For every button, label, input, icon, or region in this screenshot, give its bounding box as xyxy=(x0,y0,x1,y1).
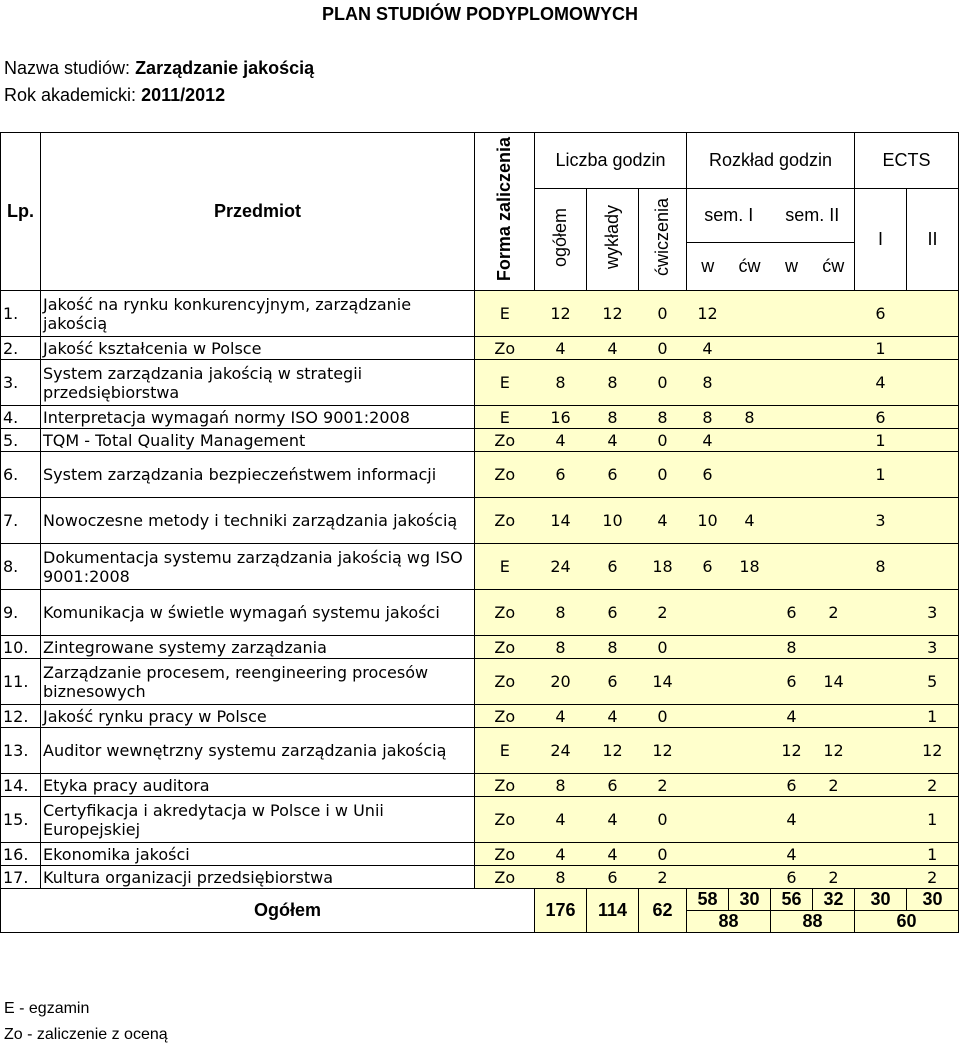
row-sem1-cw: 18 xyxy=(729,544,771,590)
header-sem1: sem. I xyxy=(687,189,771,243)
row-ects-1 xyxy=(855,705,907,728)
program-value: Zarządzanie jakością xyxy=(135,58,315,78)
row-sem2-cw xyxy=(813,360,855,406)
row-form: E xyxy=(475,360,535,406)
academic-year-value: 2011/2012 xyxy=(141,85,226,105)
row-sem2-w: 6 xyxy=(771,866,813,889)
row-lp: 6. xyxy=(1,452,41,498)
totals-sem2-sum: 88 xyxy=(771,911,855,933)
academic-year-line xyxy=(4,85,225,106)
row-sem2-w xyxy=(771,452,813,498)
row-sem2-w xyxy=(771,337,813,360)
row-ects-2 xyxy=(907,406,959,429)
table-row xyxy=(1,659,959,705)
row-sem1-w: 6 xyxy=(687,452,729,498)
row-total: 4 xyxy=(535,843,587,866)
row-lp: 16. xyxy=(1,843,41,866)
row-lp: 10. xyxy=(1,636,41,659)
row-total: 4 xyxy=(535,337,587,360)
row-subject: Ekonomika jakości xyxy=(41,843,475,866)
header-form-label: Forma zaliczenia xyxy=(494,137,514,282)
row-sem2-w xyxy=(771,291,813,337)
row-sem2-cw xyxy=(813,337,855,360)
row-sem1-cw xyxy=(729,797,771,843)
row-sem2-w xyxy=(771,360,813,406)
row-lectures: 6 xyxy=(587,590,639,636)
header-hours-group: Liczba godzin xyxy=(535,133,687,189)
legend-exam: E - egzamin xyxy=(4,1000,90,1017)
header-sem1-cw: ćw xyxy=(729,243,771,291)
row-total: 24 xyxy=(535,728,587,774)
row-subject: Jakość kształcenia w Polsce xyxy=(41,337,475,360)
row-ects-1: 6 xyxy=(855,291,907,337)
row-exercises: 2 xyxy=(639,866,687,889)
row-ects-2 xyxy=(907,498,959,544)
totals-ects-sum: 60 xyxy=(855,911,959,933)
row-form: Zo xyxy=(475,774,535,797)
table-row xyxy=(1,705,959,728)
row-sem2-w xyxy=(771,498,813,544)
header-total-label: ogółem xyxy=(550,207,570,268)
header-lectures-label: wykłady xyxy=(602,205,622,270)
row-sem1-w: 4 xyxy=(687,429,729,452)
table-row xyxy=(1,291,959,337)
header-exercises-label: ćwiczenia xyxy=(652,198,672,277)
row-ects-1 xyxy=(855,797,907,843)
row-lectures: 4 xyxy=(587,705,639,728)
row-sem1-w xyxy=(687,659,729,705)
row-lectures: 6 xyxy=(587,774,639,797)
row-ects-1: 1 xyxy=(855,452,907,498)
totals-sem1-cw: 30 xyxy=(729,889,771,911)
row-ects-2: 2 xyxy=(907,774,959,797)
row-sem2-w xyxy=(771,429,813,452)
row-ects-1: 6 xyxy=(855,406,907,429)
row-sem1-w: 6 xyxy=(687,544,729,590)
row-ects-1: 8 xyxy=(855,544,907,590)
row-sem2-cw xyxy=(813,636,855,659)
row-ects-1 xyxy=(855,843,907,866)
row-ects-1 xyxy=(855,774,907,797)
header-lectures xyxy=(587,189,639,291)
row-exercises: 0 xyxy=(639,360,687,406)
table-row xyxy=(1,590,959,636)
row-lp: 1. xyxy=(1,291,41,337)
row-exercises: 0 xyxy=(639,337,687,360)
row-sem1-w xyxy=(687,843,729,866)
row-ects-2: 1 xyxy=(907,843,959,866)
row-ects-1 xyxy=(855,659,907,705)
totals-sem1-sum: 88 xyxy=(687,911,771,933)
row-subject: Interpretacja wymagań normy ISO 9001:2008 xyxy=(41,406,475,429)
table-row xyxy=(1,360,959,406)
row-form: Zo xyxy=(475,866,535,889)
header-sem2-cw: ćw xyxy=(813,243,855,291)
table-row xyxy=(1,636,959,659)
row-total: 14 xyxy=(535,498,587,544)
row-subject: Auditor wewnętrzny systemu zarządzania jakością xyxy=(41,728,475,774)
row-ects-1: 3 xyxy=(855,498,907,544)
program-name-line xyxy=(4,58,314,79)
row-lp: 5. xyxy=(1,429,41,452)
program-label: Nazwa studiów: xyxy=(4,58,136,78)
row-sem1-w xyxy=(687,705,729,728)
row-total: 8 xyxy=(535,590,587,636)
row-sem1-cw xyxy=(729,843,771,866)
row-form: Zo xyxy=(475,659,535,705)
row-ects-2 xyxy=(907,452,959,498)
row-sem1-w xyxy=(687,728,729,774)
row-subject: System zarządzania bezpieczeństwem informacji xyxy=(41,452,475,498)
row-lp: 12. xyxy=(1,705,41,728)
row-sem2-cw xyxy=(813,797,855,843)
row-form: Zo xyxy=(475,797,535,843)
row-exercises: 0 xyxy=(639,843,687,866)
row-total: 12 xyxy=(535,291,587,337)
row-ects-2 xyxy=(907,360,959,406)
row-sem2-cw xyxy=(813,429,855,452)
academic-year-label: Rok akademicki: xyxy=(4,85,142,105)
row-ects-1: 1 xyxy=(855,429,907,452)
row-sem1-w: 8 xyxy=(687,406,729,429)
totals-sem2-w: 56 xyxy=(771,889,813,911)
header-schedule-group: Rozkład godzin xyxy=(687,133,855,189)
row-form: Zo xyxy=(475,337,535,360)
row-sem1-cw xyxy=(729,705,771,728)
row-sem1-cw xyxy=(729,337,771,360)
header-ects-group: ECTS xyxy=(855,133,959,189)
row-sem2-cw: 12 xyxy=(813,728,855,774)
row-exercises: 0 xyxy=(639,429,687,452)
row-exercises: 14 xyxy=(639,659,687,705)
row-form: Zo xyxy=(475,843,535,866)
totals-total: 176 xyxy=(535,889,587,933)
row-subject: Jakość rynku pracy w Polsce xyxy=(41,705,475,728)
row-subject: System zarządzania jakością w strategii przedsiębiorstwa xyxy=(41,360,475,406)
row-sem1-cw xyxy=(729,452,771,498)
row-exercises: 0 xyxy=(639,636,687,659)
header-exercises xyxy=(639,189,687,291)
row-subject: Komunikacja w świetle wymagań systemu jakości xyxy=(41,590,475,636)
row-form: Zo xyxy=(475,705,535,728)
header-lp: Lp. xyxy=(1,133,41,291)
row-sem2-w: 4 xyxy=(771,797,813,843)
header-sem2: sem. II xyxy=(771,189,855,243)
table-row xyxy=(1,498,959,544)
row-total: 8 xyxy=(535,774,587,797)
row-lp: 2. xyxy=(1,337,41,360)
row-lectures: 10 xyxy=(587,498,639,544)
row-subject: Zintegrowane systemy zarządzania xyxy=(41,636,475,659)
row-sem2-w: 8 xyxy=(771,636,813,659)
row-lectures: 8 xyxy=(587,360,639,406)
row-sem1-cw xyxy=(729,360,771,406)
row-total: 4 xyxy=(535,705,587,728)
row-exercises: 0 xyxy=(639,452,687,498)
row-subject: Jakość na rynku konkurencyjnym, zarządzanie jakością xyxy=(41,291,475,337)
row-lp: 11. xyxy=(1,659,41,705)
row-sem2-w: 6 xyxy=(771,774,813,797)
totals-sem2-cw: 32 xyxy=(813,889,855,911)
row-total: 8 xyxy=(535,866,587,889)
table-row xyxy=(1,797,959,843)
page-title: PLAN STUDIÓW PODYPLOMOWYCH xyxy=(322,4,638,24)
totals-label: Ogółem xyxy=(1,889,535,933)
row-exercises: 18 xyxy=(639,544,687,590)
row-sem1-cw xyxy=(729,429,771,452)
totals-lectures: 114 xyxy=(587,889,639,933)
row-exercises: 2 xyxy=(639,774,687,797)
header-ects-1: I xyxy=(855,189,907,291)
row-lectures: 12 xyxy=(587,728,639,774)
row-lectures: 8 xyxy=(587,636,639,659)
row-sem2-cw: 2 xyxy=(813,866,855,889)
row-ects-2 xyxy=(907,544,959,590)
row-subject: Zarządzanie procesem, reengineering procesów biznesowych xyxy=(41,659,475,705)
row-subject: Certyfikacja i akredytacja w Polsce i w Unii Europejskiej xyxy=(41,797,475,843)
row-sem2-cw xyxy=(813,498,855,544)
row-exercises: 4 xyxy=(639,498,687,544)
row-sem1-cw xyxy=(729,728,771,774)
table-row xyxy=(1,728,959,774)
row-sem1-w: 8 xyxy=(687,360,729,406)
row-sem2-cw xyxy=(813,452,855,498)
row-exercises: 0 xyxy=(639,797,687,843)
row-sem2-w: 12 xyxy=(771,728,813,774)
row-sem2-w xyxy=(771,544,813,590)
row-lectures: 6 xyxy=(587,544,639,590)
row-total: 6 xyxy=(535,452,587,498)
totals-row xyxy=(1,889,959,911)
row-sem2-cw xyxy=(813,544,855,590)
row-ects-2: 1 xyxy=(907,797,959,843)
row-exercises: 8 xyxy=(639,406,687,429)
table-row xyxy=(1,429,959,452)
row-ects-1: 1 xyxy=(855,337,907,360)
row-subject: Kultura organizacji przedsiębiorstwa xyxy=(41,866,475,889)
row-ects-2: 2 xyxy=(907,866,959,889)
header-subject: Przedmiot xyxy=(41,133,475,291)
row-lectures: 6 xyxy=(587,866,639,889)
table-row xyxy=(1,843,959,866)
row-sem1-w xyxy=(687,636,729,659)
row-ects-2 xyxy=(907,429,959,452)
header-sem2-w: w xyxy=(771,243,813,291)
row-lp: 9. xyxy=(1,590,41,636)
row-sem1-w: 4 xyxy=(687,337,729,360)
row-lectures: 8 xyxy=(587,406,639,429)
row-subject: Nowoczesne metody i techniki zarządzania jakością xyxy=(41,498,475,544)
row-ects-2 xyxy=(907,291,959,337)
study-plan-table xyxy=(0,132,959,933)
row-lp: 4. xyxy=(1,406,41,429)
row-lp: 13. xyxy=(1,728,41,774)
row-sem1-cw xyxy=(729,659,771,705)
row-lectures: 4 xyxy=(587,797,639,843)
row-lectures: 4 xyxy=(587,429,639,452)
header-sem1-w: w xyxy=(687,243,729,291)
row-form: E xyxy=(475,406,535,429)
totals-sem1-w: 58 xyxy=(687,889,729,911)
row-exercises: 2 xyxy=(639,590,687,636)
row-lectures: 4 xyxy=(587,337,639,360)
row-sem2-cw xyxy=(813,705,855,728)
table-row xyxy=(1,337,959,360)
table-row xyxy=(1,452,959,498)
row-total: 20 xyxy=(535,659,587,705)
row-sem2-w: 4 xyxy=(771,705,813,728)
totals-ects-1: 30 xyxy=(855,889,907,911)
row-total: 16 xyxy=(535,406,587,429)
row-subject: Etyka pracy auditora xyxy=(41,774,475,797)
row-sem2-cw xyxy=(813,291,855,337)
row-ects-1 xyxy=(855,728,907,774)
row-sem1-cw xyxy=(729,291,771,337)
row-sem2-w xyxy=(771,406,813,429)
header-total xyxy=(535,189,587,291)
row-sem2-cw: 2 xyxy=(813,774,855,797)
row-form: Zo xyxy=(475,429,535,452)
row-sem1-w xyxy=(687,866,729,889)
table-row xyxy=(1,774,959,797)
row-subject: Dokumentacja systemu zarządzania jakością wg ISO 9001:2008 xyxy=(41,544,475,590)
row-form: Zo xyxy=(475,590,535,636)
row-lectures: 4 xyxy=(587,843,639,866)
row-form: Zo xyxy=(475,452,535,498)
row-ects-1 xyxy=(855,636,907,659)
row-ects-1 xyxy=(855,866,907,889)
row-sem2-cw xyxy=(813,843,855,866)
row-exercises: 12 xyxy=(639,728,687,774)
header-form xyxy=(475,133,535,291)
row-sem2-cw xyxy=(813,406,855,429)
row-ects-2: 3 xyxy=(907,590,959,636)
row-lectures: 12 xyxy=(587,291,639,337)
row-ects-2: 3 xyxy=(907,636,959,659)
table-row xyxy=(1,544,959,590)
row-sem1-w xyxy=(687,774,729,797)
row-form: E xyxy=(475,728,535,774)
row-form: E xyxy=(475,291,535,337)
row-ects-2: 5 xyxy=(907,659,959,705)
totals-ects-2: 30 xyxy=(907,889,959,911)
row-sem1-cw xyxy=(729,866,771,889)
row-ects-2 xyxy=(907,337,959,360)
row-sem1-w: 10 xyxy=(687,498,729,544)
row-lp: 14. xyxy=(1,774,41,797)
row-sem1-cw: 8 xyxy=(729,406,771,429)
row-sem1-w xyxy=(687,797,729,843)
row-sem2-w: 6 xyxy=(771,659,813,705)
row-sem1-cw xyxy=(729,774,771,797)
row-exercises: 0 xyxy=(639,705,687,728)
row-lp: 15. xyxy=(1,797,41,843)
row-subject: TQM - Total Quality Management xyxy=(41,429,475,452)
row-sem1-cw: 4 xyxy=(729,498,771,544)
row-lp: 17. xyxy=(1,866,41,889)
row-ects-2: 12 xyxy=(907,728,959,774)
row-lectures: 6 xyxy=(587,452,639,498)
row-lectures: 6 xyxy=(587,659,639,705)
table-row xyxy=(1,406,959,429)
row-ects-2: 1 xyxy=(907,705,959,728)
totals-exercises: 62 xyxy=(639,889,687,933)
row-total: 4 xyxy=(535,429,587,452)
legend-credit: Zo - zaliczenie z oceną xyxy=(4,1026,168,1043)
table-row xyxy=(1,866,959,889)
row-total: 24 xyxy=(535,544,587,590)
row-lp: 3. xyxy=(1,360,41,406)
row-lp: 8. xyxy=(1,544,41,590)
row-sem2-cw: 2 xyxy=(813,590,855,636)
row-form: E xyxy=(475,544,535,590)
row-total: 8 xyxy=(535,636,587,659)
row-sem1-cw xyxy=(729,590,771,636)
row-sem1-cw xyxy=(729,636,771,659)
row-exercises: 0 xyxy=(639,291,687,337)
row-sem1-w: 12 xyxy=(687,291,729,337)
row-sem2-w: 4 xyxy=(771,843,813,866)
row-sem2-cw: 14 xyxy=(813,659,855,705)
row-sem2-w: 6 xyxy=(771,590,813,636)
row-form: Zo xyxy=(475,636,535,659)
row-total: 8 xyxy=(535,360,587,406)
row-lp: 7. xyxy=(1,498,41,544)
row-form: Zo xyxy=(475,498,535,544)
row-ects-1 xyxy=(855,590,907,636)
row-sem1-w xyxy=(687,590,729,636)
header-ects-2: II xyxy=(907,189,959,291)
row-total: 4 xyxy=(535,797,587,843)
row-ects-1: 4 xyxy=(855,360,907,406)
